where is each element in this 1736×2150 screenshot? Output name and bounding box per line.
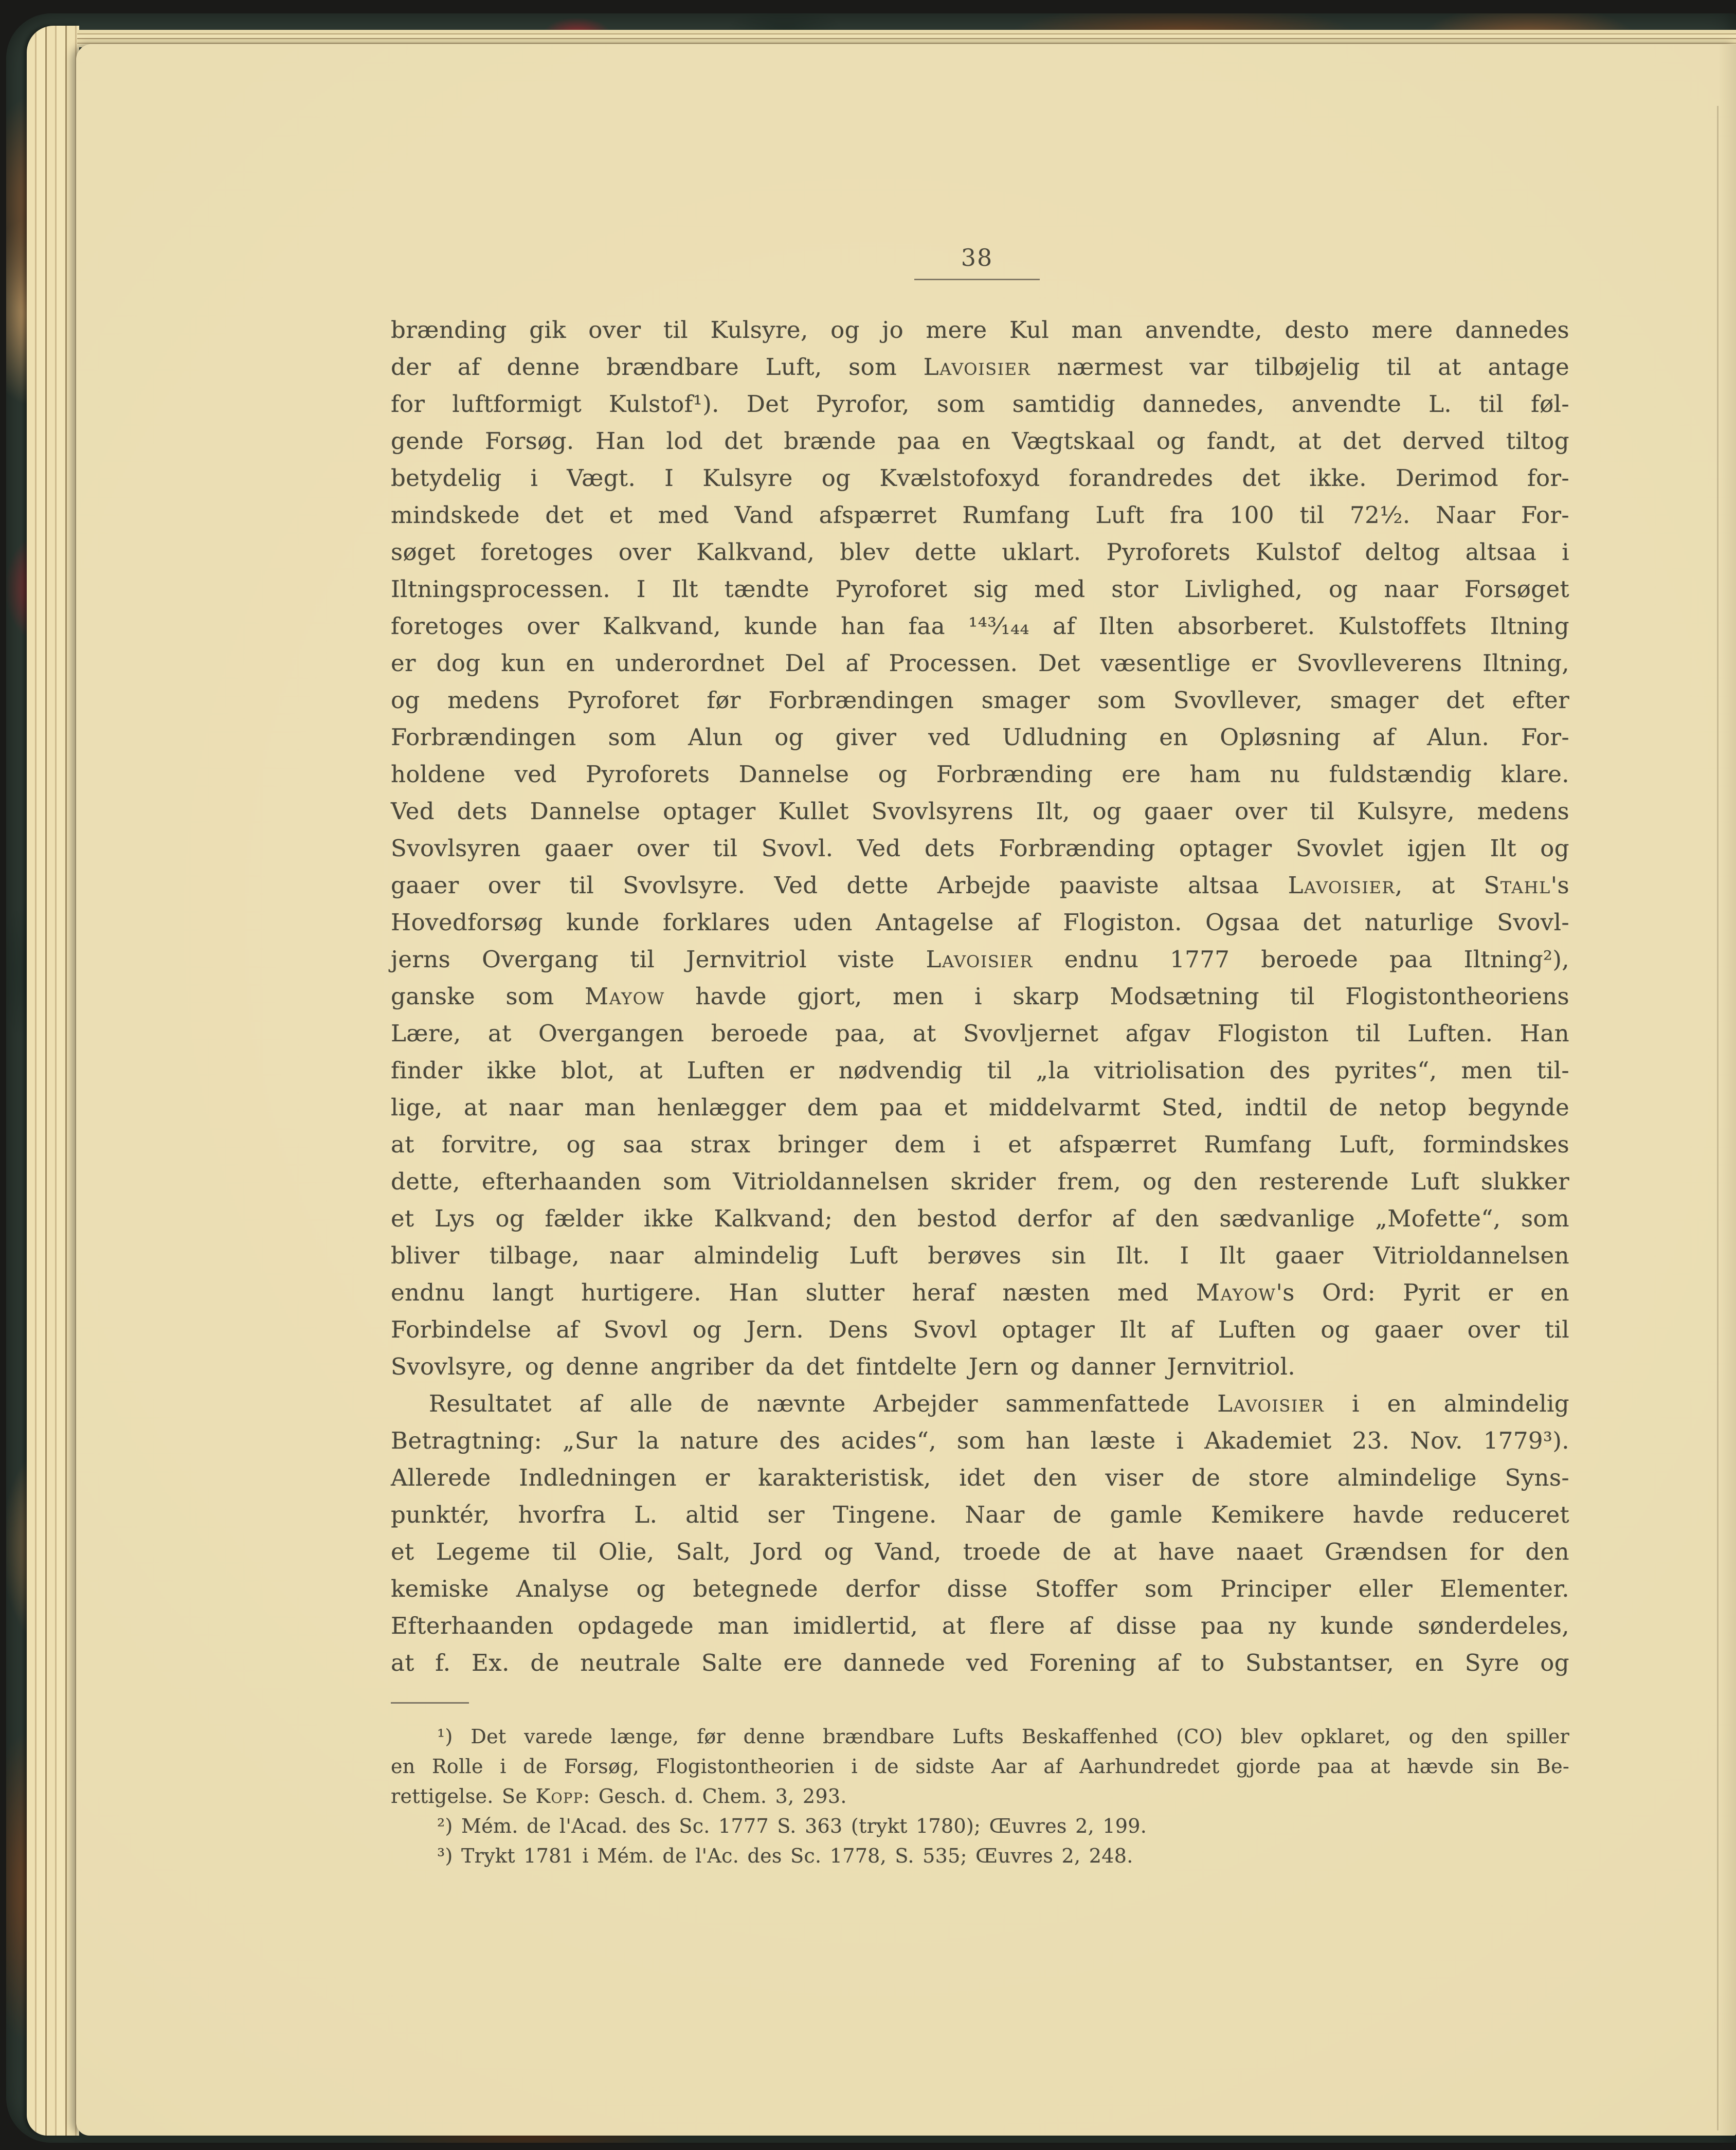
small-caps-name: Lavoisier <box>1288 872 1395 899</box>
text-line: et Lys og fælder ikke Kalkvand; den bestod derfor af den sædvanlige „Mofette“, som <box>391 1205 1569 1232</box>
text-line: for luftformigt Kulstof¹). Det Pyrofor, som samtidig dannedes, anvendte L. til føl- <box>391 390 1569 418</box>
small-caps-name: Stahl <box>1484 872 1551 899</box>
text-line: Resultatet af alle de nævnte Arbejder sammenfattede Lavoisier i en almindelig <box>429 1390 1569 1417</box>
footnotes <box>391 1722 1569 1871</box>
text-line: punktér, hvorfra L. altid ser Tingene. Naar de gamle Kemikere havde reduceret <box>391 1501 1569 1528</box>
text-line: ¹) Det varede længe, før denne brændbare Lufts Beskaffenhed (CO) blev opklaret, og den spiller <box>437 1725 1569 1748</box>
text-line: ²) Mém. de l'Acad. des Sc. 1777 S. 363 (trykt 1780); Œuvres 2, 199. <box>437 1815 1147 1837</box>
text-line: og medens Pyroforet før Forbrændingen smager som Svovllever, smager det efter <box>391 686 1569 714</box>
text-line: ³) Trykt 1781 i Mém. de l'Ac. des Sc. 1778, S. 535; Œuvres 2, 248. <box>437 1845 1133 1867</box>
small-caps-name: Kopp <box>535 1785 584 1808</box>
text-line: Ved dets Dannelse optager Kullet Svovlsyrens Ilt, og gaaer over til Kulsyre, medens <box>391 798 1569 825</box>
text-line: lige, at naar man henlægger dem paa et middelvarmt Sted, indtil de netop begynde <box>391 1094 1569 1121</box>
text-line: Efterhaanden opdagede man imidlertid, at flere af disse paa ny kunde sønderdeles, <box>391 1612 1569 1639</box>
text-line: at f. Ex. de neutrale Salte ere dannede ved Forening af to Substantser, en Syre og <box>391 1649 1569 1676</box>
page-header <box>905 244 1049 280</box>
text-line: mindskede det et med Vand afspærret Rumfang Luft fra 100 til 72¹⁄₂. Naar For- <box>391 501 1569 529</box>
small-caps-name: Lavoisier <box>1217 1390 1325 1417</box>
text-line: Svovlsyre, og denne angriber da det fintdelte Jern og danner Jernvitriol. <box>391 1353 1296 1380</box>
text-line: holdene ved Pyroforets Dannelse og Forbrænding ere ham nu fuldstændig klare. <box>391 761 1569 788</box>
text-line: bliver tilbage, naar almindelig Luft berøves sin Ilt. I Ilt gaaer Vitrioldannelsen <box>391 1242 1569 1269</box>
text-line: Allerede Indledningen er karakteristisk, idet den viser de store almindelige Syns- <box>391 1464 1569 1491</box>
small-caps-name: Mayow <box>585 983 665 1010</box>
text-line: en Rolle i de Forsøg, Flogistontheorien i de sidste Aar af Aarhundredet gjorde paa at hævde sin Be- <box>391 1755 1569 1778</box>
text-line: der af denne brændbare Luft, som Lavoisier nærmest var tilbøjelig til at antage <box>391 353 1569 381</box>
text-line: brænding gik over til Kulsyre, og jo mere Kul man anvendte, desto mere dannedes <box>391 316 1569 344</box>
text-line: Iltningsprocessen. I Ilt tændte Pyroforet sig med stor Livlighed, og naar Forsøget <box>391 575 1569 603</box>
text-line: betydelig i Vægt. I Kulsyre og Kvælstofoxyd forandredes det ikke. Derimod for- <box>391 464 1569 492</box>
text-line: endnu langt hurtigere. Han slutter heraf næsten med Mayow's Ord: Pyrit er en <box>391 1279 1569 1306</box>
page-number-rule <box>914 279 1040 280</box>
text-line: et Legeme til Olie, Salt, Jord og Vand, troede de at have naaet Grændsen for den <box>391 1538 1569 1565</box>
footnote-separator-rule <box>391 1702 469 1704</box>
text-line: Betragtning: „Sur la nature des acides“, som han læste i Akademiet 23. Nov. 1779³). <box>391 1427 1569 1454</box>
small-caps-name: Mayow <box>1196 1279 1276 1306</box>
page-number: 38 <box>961 244 993 272</box>
small-caps-name: Lavoisier <box>926 946 1033 973</box>
text-line: gaaer over til Svovlsyre. Ved dette Arbejde paaviste altsaa Lavoisier, at Stahl's <box>391 872 1569 899</box>
text-line: jerns Overgang til Jernvitriol viste Lavoisier endnu 1777 beroede paa Iltning²), <box>391 946 1569 973</box>
text-line: kemiske Analyse og betegnede derfor disse Stoffer som Principer eller Elementer. <box>391 1575 1569 1602</box>
small-caps-name: Lavoisier <box>923 353 1031 381</box>
book-page <box>76 44 1736 2136</box>
text-line: foretoges over Kalkvand, kunde han faa ¹⁴³⁄₁₄₄ af Ilten absorberet. Kulstoffets Iltning <box>391 612 1569 640</box>
text-line: ganske som Mayow havde gjort, men i skarp Modsætning til Flogistontheoriens <box>391 983 1569 1010</box>
text-line: søget foretoges over Kalkvand, blev dette uklart. Pyroforets Kulstof deltog altsaa i <box>391 538 1569 566</box>
text-line: Lære, at Overgangen beroede paa, at Svovljernet afgav Flogiston til Luften. Han <box>391 1020 1569 1047</box>
body-text <box>391 312 1569 1682</box>
text-line: Svovlsyren gaaer over til Svovl. Ved dets Forbrænding optager Svovlet igjen Ilt og <box>391 835 1569 862</box>
text-line: gende Forsøg. Han lod det brænde paa en Vægtskaal og fandt, at det derved tiltog <box>391 427 1569 455</box>
text-line: dette, efterhaanden som Vitrioldannelsen skrider frem, og den resterende Luft slukker <box>391 1168 1569 1195</box>
text-line: Hovedforsøg kunde forklares uden Antagelse af Flogiston. Ogsaa det naturlige Svovl- <box>391 909 1569 936</box>
text-line: Forbindelse af Svovl og Jern. Dens Svovl optager Ilt af Luften og gaaer over til <box>391 1316 1569 1343</box>
text-line: rettigelse. Se Kopp: Gesch. d. Chem. 3, 293. <box>391 1785 847 1808</box>
page-stack-left-edges <box>27 26 79 2136</box>
text-line: Forbrændingen som Alun og giver ved Udludning en Opløsning af Alun. For- <box>391 724 1569 751</box>
text-line: er dog kun en underordnet Del af Processen. Det væsentlige er Svovlleverens Iltning, <box>391 649 1569 677</box>
text-line: finder ikke blot, at Luften er nødvendig til „la vitriolisation des pyrites“, men til- <box>391 1057 1569 1084</box>
text-line: at forvitre, og saa strax bringer dem i et afspærret Rumfang Luft, formindskes <box>391 1131 1569 1158</box>
